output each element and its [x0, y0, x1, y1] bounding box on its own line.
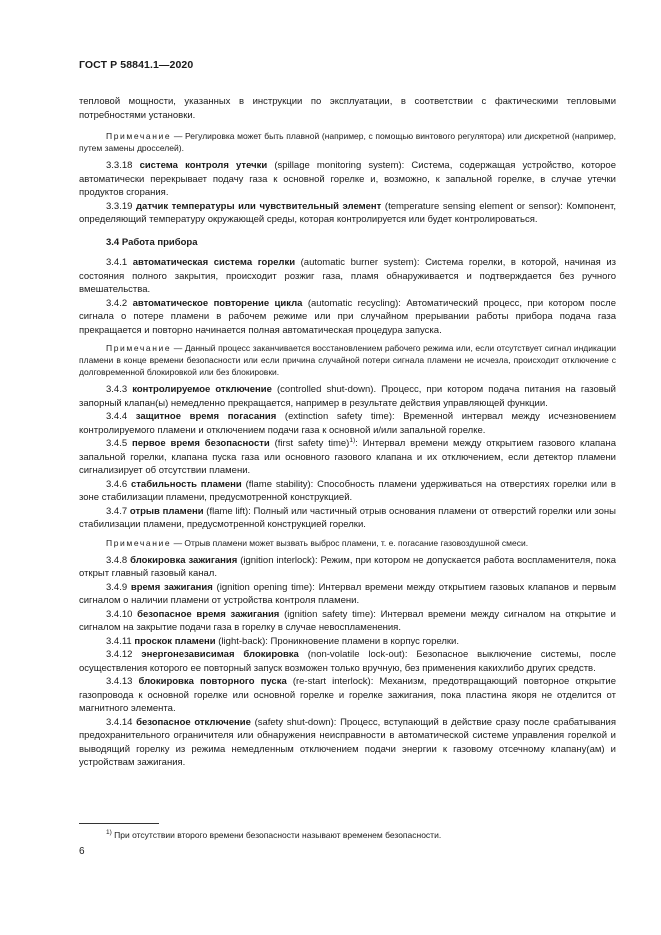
term-3-4-11: 3.4.11 проскок пламени (light-back): Проникновение пламени в корпус горелки.	[106, 635, 459, 647]
footnote-mark: 1)	[106, 829, 112, 837]
term-3-4-14: 3.4.14 безопасное отключение (safety shut-down): Процесс, вступающий в действие сразу после срабатывания предохранительного ограничителя или обнаружения неисправности в автоматической системе управления горелкой и выводящий горелку из режима немедленным отключением подачи энергии к газовому отсечному клапану(ам) и устройствам зажигания.	[79, 716, 616, 768]
footnote: $^{1)}$ При отсутствии второго времени безопасности называют временем безопасности.	[106, 829, 442, 840]
note-3: Примечание — Отрыв пламени может вызвать выброс пламени, т. е. погасание газовоздушной смеси.	[106, 537, 529, 548]
note-1: Примечание — Регулировка может быть плавной (например, с помощью винтового регулятора) или дискретной (например, путем замены дросселей).	[79, 131, 616, 153]
section-3-4-heading: 3.4 Работа прибора	[106, 236, 198, 248]
term-3-4-1: 3.4.1 автоматическая система горелки (automatic burner system): Система горелки, в которой, начиная из состояния полного закрытия, происходит розжиг газа, пламя обнаруживается и подтверждается без ручного вмешательства.	[79, 257, 617, 295]
term-3-4-6: 3.4.6 стабильность пламени (flame stability): Способность пламени удерживаться на отверстиях горелки или в зоне стабилизации пламени, предусмотренной конструкцией.	[79, 478, 616, 503]
term-3-4-2: 3.4.2 автоматическое повторение цикла (automatic recycling): Автоматический процесс, при котором после сигнала о потере пламени в рабочем режиме или при случайном прерывании работы прибора подача газа прекращается и повторно начинается полная автоматическая процедура запуска.	[79, 297, 616, 336]
term-3-4-7: 3.4.7 отрыв пламени (flame lift): Полный или частичный отрыв основания пламени от отверстий горелки или зоны стабилизации пламени, предусмотренной конструкцией горелки.	[79, 505, 616, 530]
document-header: ГОСТ Р 58841.1—2020	[79, 59, 194, 71]
footnote-divider	[79, 823, 159, 824]
term-3-4-5: 3.4.5 первое время безопасности (first safety time)$^{1)}$: Интервал времени между открытием газового клапана запальной горелки, клапана пуска газа или основного газового клапана и их отключением, если детектор пламени сигнализирует об отсутствии пламени.	[79, 436, 616, 476]
page-number: 6	[79, 846, 85, 857]
term-3-4-12: 3.4.12 энергонезависимая блокировка (non-volatile lock-out): Безопасное выключение системы, после осуществления которого ее повторный запуск возможен только вручную, без применения какихлибо других средств.	[79, 649, 616, 674]
term-3-4-13: 3.4.13 блокировка повторного пуска (re-start interlock): Механизм, предотвращающий повторное открытие газопровода к основной горелке или основной горелке и горелке зажигания, пока пластина якоря не отделится от магнитного элемента.	[79, 676, 616, 714]
term-3-4-8: 3.4.8 блокировка зажигания (ignition interlock): Режим, при котором не допускается работа воспламенителя, пока открыт главный газовый канал.	[79, 554, 616, 579]
document-body	[79, 95, 616, 770]
continuation-paragraph: тепловой мощности, указанных в инструкции по эксплуатации, в соответствии с фактическими тепловыми потребностями установки.	[79, 96, 616, 121]
term-3-3-19: 3.3.19 датчик температуры или чувствительный элемент (temperature sensing element or sensor): Компонент, определяющий температуру окружающей среды, которая контролируется или будет контролироваться.	[79, 200, 616, 225]
term-3-4-4: 3.4.4 защитное время погасания (extinction safety time): Временной интервал между исчезновением контролируемого пламени и отключением подачи газа к основной и/или запальной горелке.	[79, 411, 616, 436]
note-2: Примечание — Данный процесс заканчивается восстановлением рабочего режима или, если отсутствует сигнал индикации пламени в конце времени безопасности или если причина случайной потери сигнала пламени не исчезла, происходит отключение с долговременной блокировкой или без блокировки.	[79, 343, 616, 377]
term-3-3-18: 3.3.18 система контроля утечки (spillage monitoring system): Система, содержащая устройство, которое автоматически перекрывает подачу газа к основной горелке и, возможно, к запальной горелке, в случае утечки продуктов сгорания.	[79, 160, 616, 198]
term-3-4-3: 3.4.3 контролируемое отключение (controlled shut-down). Процесс, при котором подача питания на газовый запорный клапан(ы) немедленно прекращается, например в результате действия управляющей функции.	[79, 384, 616, 409]
footnote-ref: 1)	[349, 436, 356, 444]
term-3-4-9: 3.4.9 время зажигания (ignition opening time): Интервал времени между открытием газовых клапанов и первым сигналом о наличии пламени от устройства контроля пламени.	[79, 581, 616, 606]
term-3-4-10: 3.4.10 безопасное время зажигания (ignition safety time): Интервал времени между сигналом на открытие и сигналом на закрытие подачи газа в горелку в случае невоспламенения.	[79, 608, 616, 633]
